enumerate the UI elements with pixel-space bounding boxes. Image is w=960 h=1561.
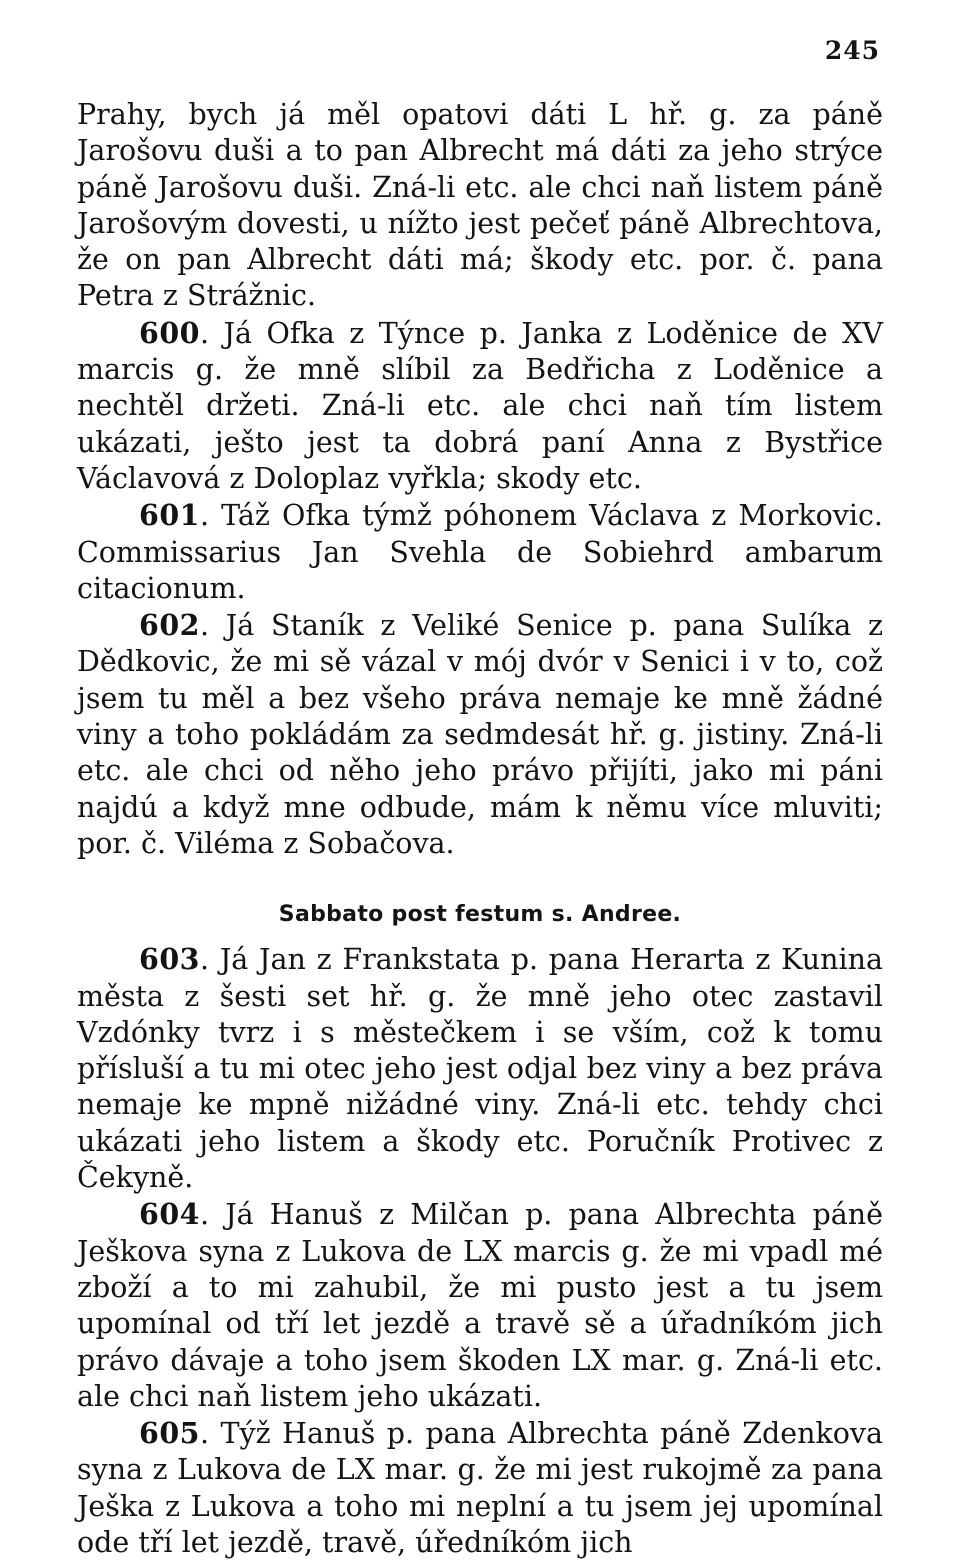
entry-text: Táž Ofka týmž póhonem Václava z Morkovic. Commissarius Jan Svehla de Sobiehrd ambarum citacionum. [77,499,883,605]
entry-601: 601. Táž Ofka týmž póhonem Václava z Morkovic. Commissarius Jan Svehla de Sobiehrd ambarum citacionum. [77,498,883,605]
entry-604: 604. Já Hanuš z Milčan p. pana Albrechta páně Ješkova syna z Lukova de LX marcis g. že mi vpadl mé zboží a to mi zahubil, že mi pusto jest a tu jsem upomínal od tří let jezdě a travě sě a úřadníkóm jich právo dávaje a toho jsem škoden LX mar. g. Zná-li etc. ale chci naň listem jeho ukázati. [77,1197,883,1413]
entry-603: 603. Já Jan z Frankstata p. pana Herarta z Kunina města z šesti set hř. g. že mně jeho otec zastavil Vzdónky tvrz i s městečkem i se vším, což k tomu přísluší a tu mi otec jeho jest odjal bez viny a bez práva nemaje ke mpně nižádné viny. Zná-li etc. tehdy chci ukázati jeho listem a škody etc. Poručník Protivec z Čekyně. [77,942,883,1195]
entry-number: 603 [139,942,200,977]
entry-text: Já Staník z Veliké Senice p. pana Sulíka z Dědkovic, že mi sě vázal v mój dvór v Senici i v to, což jsem tu měl a bez všeho práva nemaje ke mně žádné viny a toho pokládám za sedmdesát hř. g. jistiny. Zná-li etc. ale chci od něho jeho právo přijíti, jako mi páni najdú a když mne odbude, mám k němu více mluviti; por. č. Viléma z Sobačova. [77,609,883,860]
entry-text: Týž Hanuš p. pana Albrechta páně Zdenkova syna z Lukova de LX mar. g. že mi jest rukojmě za pana Ješka z Lukova a toho mi neplní a tu jsem jej upomínal ode tří let jezdě, travě, úředníkóm jich [77,1417,883,1559]
entry-number: 602 [139,608,200,643]
entry-number: 601 [139,498,200,533]
entry-number: 604 [139,1197,200,1232]
entry-602: 602. Já Staník z Veliké Senice p. pana Sulíka z Dědkovic, že mi sě vázal v mój dvór v Senici i v to, což jsem tu měl a bez všeho práva nemaje ke mně žádné viny a toho pokládám za sedmdesát hř. g. jistiny. Zná-li etc. ale chci od něho jeho právo přijíti, jako mi páni najdú a když mne odbude, mám k němu více mluviti; por. č. Viléma z Sobačova. [77,608,883,860]
entry-number: 605 [139,1416,200,1451]
section-heading: Sabbato post festum s. Andree. [278,902,682,928]
entry-text: Já Hanuš z Milčan p. pana Albrechta páně Ješkova syna z Lukova de LX marcis g. že mi vpadl mé zboží a to mi zahubil, že mi pusto jest a tu jsem upomínal od tří let jezdě a travě sě a úřadníkóm jich právo dávaje a toho jsem škoden LX mar. g. Zná-li etc. ale chci naň listem jeho ukázati. [77,1198,883,1413]
page-number: 245 [824,36,880,65]
entry-text: Já Jan z Frankstata p. pana Herarta z Kunina města z šesti set hř. g. že mně jeho otec zastavil Vzdónky tvrz i s městečkem i se vším, což k tomu přísluší a tu mi otec jeho jest odjal bez viny a bez práva nemaje ke mpně nižádné viny. Zná-li etc. tehdy chci ukázati jeho listem a škody etc. Poručník Protivec z Čekyně. [77,943,883,1195]
text-column [77,97,883,1561]
entry-600: 600. Já Ofka z Týnce p. Janka z Loděnice de XV marcis g. že mně slíbil za Bedřicha z Loděnice a nechtěl držeti. Zná-li etc. ale chci naň tím listem ukázati, ješto jest ta dobrá paní Anna z Bystřice Václavová z Doloplaz vyřkla; skody etc. [77,315,884,495]
entry-text: Já Ofka z Týnce p. Janka z Loděnice de XV marcis g. že mně slíbil za Bedřicha z Loděnice a nechtěl držeti. Zná-li etc. ale chci naň tím listem ukázati, ješto jest ta dobrá paní Anna z Bystřice Václavová z Doloplaz vyřkla; skody etc. [77,316,884,495]
entry-605: 605. Týž Hanuš p. pana Albrechta páně Zdenkova syna z Lukova de LX mar. g. že mi jest rukojmě za pana Ješka z Lukova a toho mi neplní a tu jsem jej upomínal ode tří let jezdě, travě, úředníkóm jich [77,1416,883,1559]
entry-number: 600 [139,315,200,350]
intro-paragraph: Prahy, bych já měl opatovi dáti L hř. g. za páně Jarošovu duši a to pan Albrecht má dáti za jeho strýce páně Jarošovu duši. Zná-li etc. ale chci naň listem páně Jarošovým dovesti, u nížto jest pečeť páně Albrechtova, že on pan Albrecht dáti má; škody etc. por. č. pana Petra z Strážnic. [77,98,883,313]
